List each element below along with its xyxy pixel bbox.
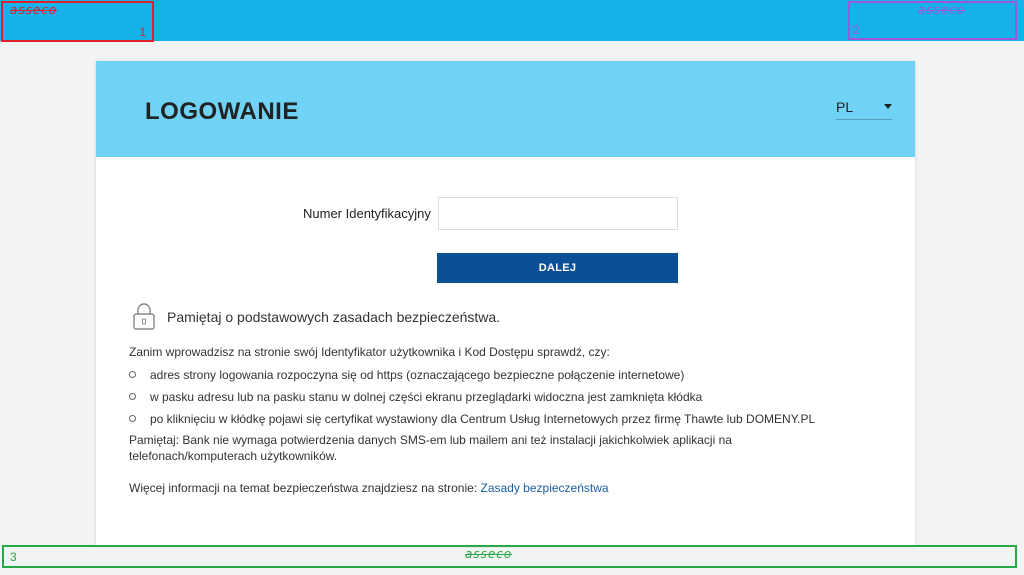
security-intro: Zanim wprowadzisz na stronie swój Identyfikator użytkownika i Kod Dostępu sprawdź, czy:	[129, 345, 610, 359]
security-rules-link[interactable]: Zasady bezpieczeństwa	[480, 481, 609, 495]
login-card	[96, 61, 915, 545]
security-reminder: Pamiętaj: Bank nie wymaga potwierdzenia danych SMS-em lub mailem ani też instalacji jakichkolwiek aplikacji na telefonach/komputerach użytkowników.	[129, 433, 732, 463]
bullet-circle-icon	[129, 371, 136, 378]
id-number-input[interactable]	[438, 197, 678, 230]
asseco-logo-3: asseco	[465, 547, 513, 561]
page-title: LOGOWANIE	[145, 98, 299, 125]
language-value: PL	[836, 99, 854, 115]
lock-icon	[133, 302, 155, 330]
language-select[interactable]	[836, 96, 892, 120]
asseco-logo-2: asseco	[918, 3, 966, 17]
list-item-text: adres strony logowania rozpoczyna się od https (oznaczającego bezpieczne połączenie internetowe)	[150, 368, 685, 382]
bullet-circle-icon	[129, 393, 136, 400]
list-item-text: po kliknięciu w kłódkę pojawi się certyfikat wystawiony dla Centrum Usług Internetowych przez firmę Thawte lub DOMENY.PL	[150, 412, 816, 426]
more-info	[129, 481, 609, 495]
id-number-label: Numer Identyfikacyjny	[303, 206, 431, 221]
annotation-number-2: 2	[853, 23, 860, 37]
next-button[interactable]: DALEJ	[437, 253, 678, 283]
asseco-logo-1: asseco	[10, 3, 58, 17]
bullet-circle-icon	[129, 415, 136, 422]
annotation-number-3: 3	[10, 550, 17, 564]
security-heading: Pamiętaj o podstawowych zasadach bezpieczeństwa.	[167, 309, 501, 325]
login-header	[96, 61, 915, 157]
more-info-text: Więcej informacji na temat bezpieczeństwa znajdziesz na stronie:	[129, 481, 481, 495]
list-item-text: w pasku adresu lub na pasku stanu w dolnej części ekranu przeglądarki widoczna jest zamknięta kłódka	[150, 390, 703, 404]
caret-down-icon	[884, 104, 892, 109]
annotation-number-1: 1	[139, 25, 146, 39]
